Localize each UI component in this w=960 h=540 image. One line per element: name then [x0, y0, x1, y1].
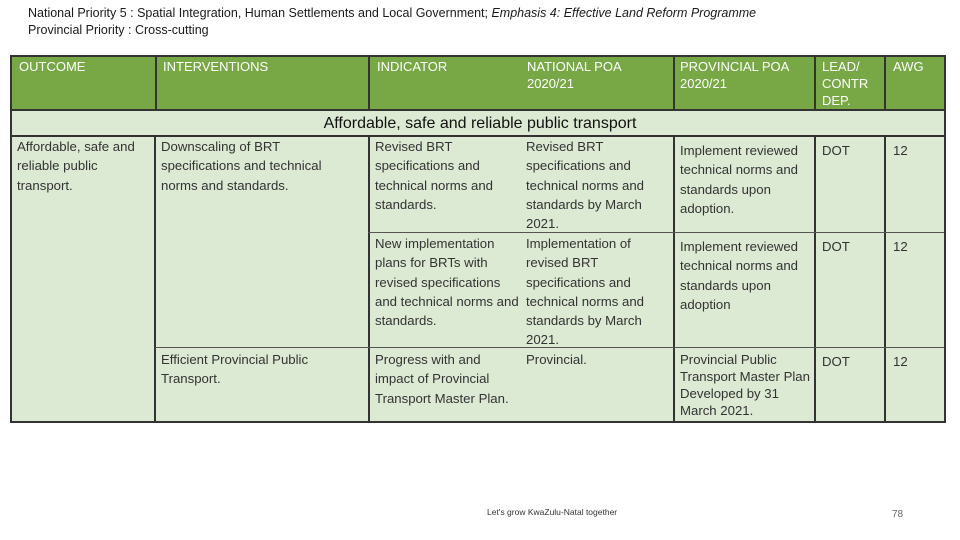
col-header-national-poa: NATIONAL POA 2020/21 — [527, 59, 621, 91]
header-divider — [368, 55, 370, 111]
table-row-3-indicator: Progress with and impact of Provincial Transport Master Plan. — [375, 352, 509, 406]
col-header-lead-dep: LEAD/ CONTR DEP. — [822, 59, 869, 108]
national-priority-text: National Priority 5 : Spatial Integration, Human Settlements and Local Government; — [28, 6, 492, 20]
body-divider — [884, 135, 886, 423]
body-divider — [673, 135, 675, 423]
emphasis-text: Emphasis 4: Effective Land Reform Programme — [491, 6, 757, 20]
page-number: 78 — [892, 509, 904, 520]
footer-tagline: Let's grow KwaZulu-Natal together — [487, 507, 618, 517]
col-header-outcome: OUTCOME — [19, 59, 86, 74]
col-header-provincial-poa: PROVINCIAL POA 2020/21 — [680, 59, 789, 91]
outcome-cell: Affordable, safe and reliable public transport. — [17, 139, 135, 193]
table-row-3-intervention: Efficient Provincial Public Transport. — [161, 352, 309, 387]
header-divider — [155, 55, 157, 111]
table-row-1-intervention: Downscaling of BRT specifications and technical norms and standards. — [161, 139, 322, 193]
table-row-3-awg: 12 — [893, 354, 908, 369]
table-row-1-lead: DOT — [822, 143, 850, 158]
table-row-3-provincial-poa: Provincial Public Transport Master Plan Developed by 31 March 2021. — [680, 352, 810, 418]
body-divider — [368, 135, 370, 423]
section-title: Affordable, safe and reliable public transport — [323, 115, 637, 132]
table-row-3-national-poa: Provincial. — [526, 352, 587, 367]
header-divider — [884, 55, 886, 111]
table-row-1-national-poa: Revised BRT specifications and technical norms and standards by March 2021. — [526, 139, 645, 232]
table-row-1-provincial-poa: Implement reviewed technical norms and standards upon adoption. — [680, 143, 799, 216]
provincial-priority-heading: Provincial Priority : Cross-cutting — [28, 23, 209, 37]
body-divider — [814, 135, 816, 423]
table-row-2-indicator: New implementation plans for BRTs with revised specifications and technical norms and standards. — [375, 236, 519, 329]
header-divider — [814, 55, 816, 111]
table-row-1-awg: 12 — [893, 143, 908, 158]
table-row-2-awg: 12 — [893, 239, 908, 254]
national-priority-heading — [28, 5, 756, 21]
header-divider — [673, 55, 675, 111]
table-row-2-national-poa: Implementation of revised BRT specifications and technical norms and standards by March 2021. — [526, 236, 645, 348]
table-row-3-lead: DOT — [822, 354, 850, 369]
table-row-2-provincial-poa: Implement reviewed technical norms and standards upon adoption — [680, 239, 799, 312]
table-row-2-lead: DOT — [822, 239, 850, 254]
col-header-indicator: INDICATOR — [377, 59, 448, 74]
col-header-awg: AWG — [893, 59, 924, 74]
col-header-interventions: INTERVENTIONS — [163, 59, 269, 74]
body-divider — [154, 135, 156, 423]
table-row-1-indicator: Revised BRT specifications and technical norms and standards. — [375, 139, 494, 212]
